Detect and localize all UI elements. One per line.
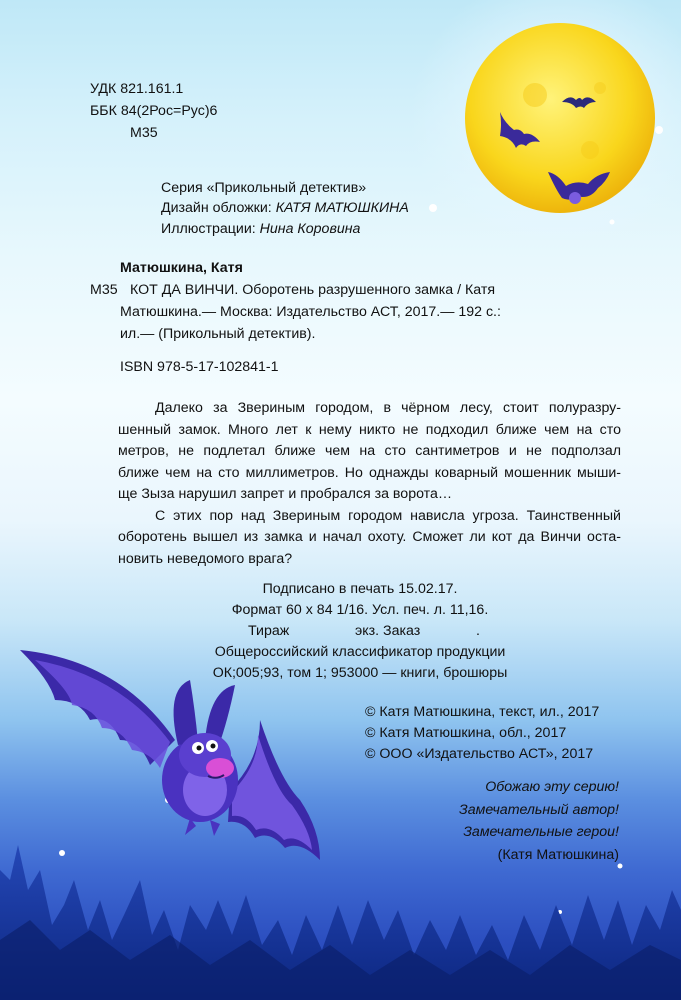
imprint-order: экз. Заказ (355, 623, 421, 639)
copyright-line: © Катя Матюшкина, обл., 2017 (365, 725, 567, 741)
quote-2: Замечательный автор! (459, 801, 619, 818)
imprint-classifier-1: Общероссийский классификатор продукции (214, 644, 506, 660)
imprint-tirage: Тираж (248, 623, 290, 639)
cover-design-name: КАТЯ МАТЮШКИНА (275, 200, 409, 216)
catalog-line-1: КОТ ДА ВИНЧИ. Оборотень разрушенного замка / Катя (130, 282, 496, 298)
imprint-classifier-2: ОК;005;93, том 1; 953000 — книги, брошюры (212, 665, 508, 681)
bbk-code: ББК 84(2Рос=Рус)6 (90, 103, 218, 119)
imprint-format: Формат 60 х 84 1/16. Усл. печ. л. 11,16. (231, 602, 489, 618)
catalog-line-3: ил.— (Прикольный детектив). (120, 326, 316, 342)
illustrations-label: Иллюстрации: (161, 221, 260, 237)
imprint-dot: . (476, 623, 480, 639)
illustrations-name: Нина Коровина (259, 221, 361, 237)
author-mark: М35 (130, 125, 158, 141)
illustrations-line (161, 220, 360, 239)
copyright-line: © Катя Матюшкина, текст, ил., 2017 (365, 704, 600, 720)
isbn: ISBN 978-5-17-102841-1 (120, 359, 279, 375)
quote-attribution: (Катя Матюшкина) (497, 846, 619, 863)
annotation-line: новить неведомого врага? (118, 550, 293, 567)
copyright-line: © ООО «Издательство АСТ», 2017 (365, 746, 594, 762)
annotation-line: оборотень вышел из замка и начал охоту. Сможет ли кот да Винчи оста- (118, 529, 621, 545)
cover-design-line (161, 199, 409, 218)
annotation (118, 398, 621, 570)
quotes-block (459, 776, 619, 866)
cover-design-label: Дизайн обложки: (161, 200, 276, 216)
catalog-mark: М35 (90, 282, 118, 298)
annotation-line: ближе чем на сто миллиметров. Но однажды коварный мошенник мыши- (118, 464, 621, 481)
annotation-line: Далеко за Звериным городом, в чёрном лесу, стоит полуразру- (155, 400, 621, 416)
series-line: Серия «Прикольный детектив» (161, 180, 367, 196)
catalog-author-heading: Матюшкина, Катя (120, 260, 243, 276)
quote-1: Обожаю эту серию! (485, 779, 619, 795)
annotation-line: С этих пор над Звериным городом нависла угроза. Таинственный (155, 507, 621, 524)
udk-code: УДК 821.161.1 (90, 81, 184, 97)
annotation-line: шенный замок. Много лет к нему никто не подходил ближе чем на сто (118, 421, 621, 438)
annotation-line: ще Зыза нарушил запрет и пробрался за ворота… (118, 486, 453, 502)
quote-3: Замечательные герои! (463, 824, 619, 840)
imprint-signed: Подписано в печать 15.02.17. (262, 581, 458, 597)
catalog-line-2: Матюшкина.— Москва: Издательство АСТ, 2017.— 192 с.: (120, 304, 501, 320)
annotation-line: метров, не подлетал ближе чем на сто сантиметров и не подползал (118, 443, 621, 459)
